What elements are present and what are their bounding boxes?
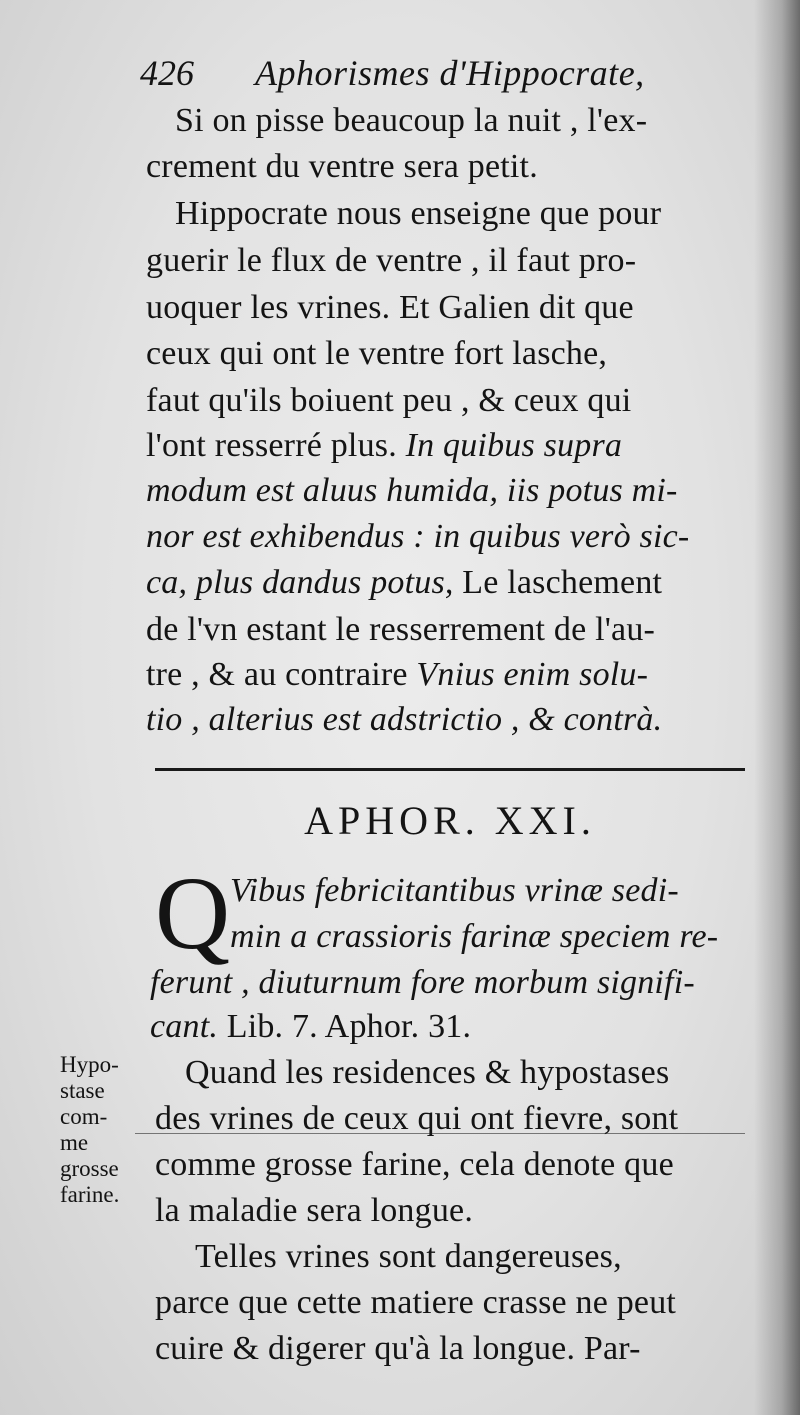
text-span: Le laschement <box>453 564 663 601</box>
text-line: Si on pisse beaucoup la nuit , l'ex- <box>175 102 648 139</box>
margin-note-line: grosse <box>60 1156 119 1181</box>
latin-line: modum est aluus humida, iis potus mi- <box>146 472 678 509</box>
text-line: ceux qui ont le ventre fort lasche, <box>146 335 608 372</box>
text-line: Telles vrines sont dangereuses, <box>195 1238 622 1275</box>
latin-span: In quibus supra <box>405 427 623 464</box>
latin-line: tio , alterius est adstrictio , & contrà. <box>146 701 663 738</box>
margin-note-line: farine. <box>60 1182 120 1207</box>
text-line: cuire & digerer qu'à la longue. Par- <box>155 1330 641 1367</box>
text-line: comme grosse farine, cela denote que <box>155 1146 674 1183</box>
text-line <box>146 423 750 469</box>
margin-note-line: me <box>60 1130 89 1155</box>
text-line: crement du ventre sera petit. <box>146 148 538 185</box>
text-line: de l'vn estant le resserrement de l'au- <box>146 611 656 648</box>
page-number: 426 <box>140 53 194 93</box>
latin-span: cant. <box>150 1008 219 1045</box>
latin-line: Vibus febricitantibus vrinæ sedi- <box>230 872 679 909</box>
text-line: la maladie sera longue. <box>155 1192 474 1229</box>
latin-line: ferunt , diuturnum fore morbum signifi- <box>150 964 695 1001</box>
latin-span: Vnius enim solu- <box>416 656 649 693</box>
text-line: guerir le flux de ventre , il faut pro- <box>146 242 637 279</box>
text-line <box>150 1004 754 1050</box>
margin-note-line: stase <box>60 1078 105 1103</box>
running-head <box>140 52 760 102</box>
text-line: uoquer les vrines. Et Galien dit que <box>146 289 634 326</box>
latin-span: ca, plus dandus potus, <box>146 564 454 601</box>
faint-rule <box>135 1133 745 1134</box>
running-title: Aphorismes d'Hippocrate, <box>255 53 645 93</box>
text-span: l'ont resserré plus. <box>146 427 397 464</box>
text-line: Quand les residences & hypostases <box>185 1054 670 1091</box>
latin-line: min a crassioris farinæ speciem re- <box>230 918 719 955</box>
margin-note <box>60 1052 148 1208</box>
text-line: Hippocrate nous enseigne que pour <box>175 195 662 232</box>
text-line: parce que cette matiere crasse ne peut <box>155 1284 677 1321</box>
reference-span: Lib. 7. Aphor. 31. <box>218 1008 472 1045</box>
text-line: faut qu'ils boiuent peu , & ceux qui <box>146 382 632 419</box>
text-line: des vrines de ceux qui ont fievre, sont <box>155 1100 679 1137</box>
text-line <box>146 652 750 698</box>
aphorism-title: APHOR. XXI. <box>304 798 596 843</box>
margin-note-line: Hypo- <box>60 1052 119 1077</box>
latin-line: nor est exhibendus : in quibus verò sic- <box>146 518 690 555</box>
drop-cap: Q <box>155 856 231 971</box>
text-line <box>146 560 750 606</box>
section-rule <box>155 768 745 771</box>
margin-note-line: com- <box>60 1104 108 1129</box>
text-span: tre , & au contraire <box>146 656 417 693</box>
